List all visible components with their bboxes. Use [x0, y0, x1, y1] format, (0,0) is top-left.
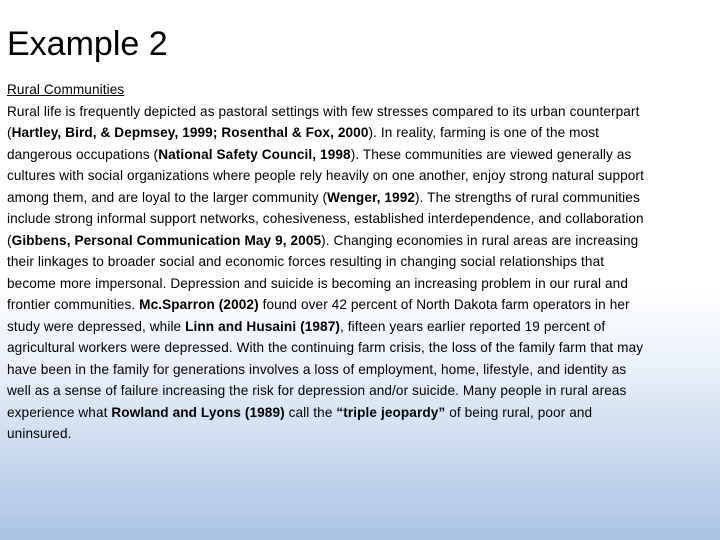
citation-segment: National Safety Council, 1998	[158, 146, 351, 162]
text-segment: Rural life is frequently depicted as pastoral settings with few stresses compared to its urban counterpart (	[7, 103, 640, 140]
citation-segment: Rowland and Lyons (1989)	[111, 404, 285, 420]
slide-title: Example 2	[7, 25, 168, 63]
body-text	[7, 79, 647, 445]
text-segment: ). These communities are viewed generally as cultures with social organizations where people rely heavily on one another, enjoy strong natural support among them, and are loyal to the larger community (	[7, 146, 644, 205]
emphasis-segment: “triple jeopardy”	[336, 404, 446, 420]
text-segment: ). In reality, farming is one of the most dangerous occupations (	[7, 125, 600, 162]
text-segment: call the	[284, 404, 337, 420]
text-segment: , fifteen years earlier reported 19 percent of agricultural workers were depressed. With the continuing farm crisis, the loss of the family farm that may have been in the family for generations involves a loss of employment, home, lifestyle, and identity as well as a sense of failure increasing the risk for depression and/or suicide. Many people in rural areas experience what	[7, 318, 644, 420]
text-segment: of being rural, poor and uninsured.	[7, 404, 593, 441]
text-segment: ). The strengths of rural communities include strong informal support networks, cohesiveness, established interdependence, and collaboration (	[7, 189, 644, 248]
citation-segment: Hartley, Bird, & Depmsey, 1999; Rosenthal & Fox, 2000	[11, 125, 369, 140]
text-segment: found over 42 percent of North Dakota farm operators in her study were depressed, while	[7, 297, 630, 334]
text-segment: ). Changing economies in rural areas are increasing their linkages to broader social and economic forces resulting in changing social relationships that become more impersonal. Depression and suicide is becoming an increasing problem in our rural and frontier communities.	[7, 232, 639, 312]
section-heading: Rural Communities	[7, 82, 125, 97]
citation-segment: Linn and Husaini (1987)	[185, 318, 340, 334]
citation-segment: Mc.Sparron (2002)	[139, 297, 259, 312]
citation-segment: Wenger, 1992	[327, 189, 416, 205]
citation-segment: Gibbens, Personal Communication May 9, 2005	[11, 232, 322, 248]
